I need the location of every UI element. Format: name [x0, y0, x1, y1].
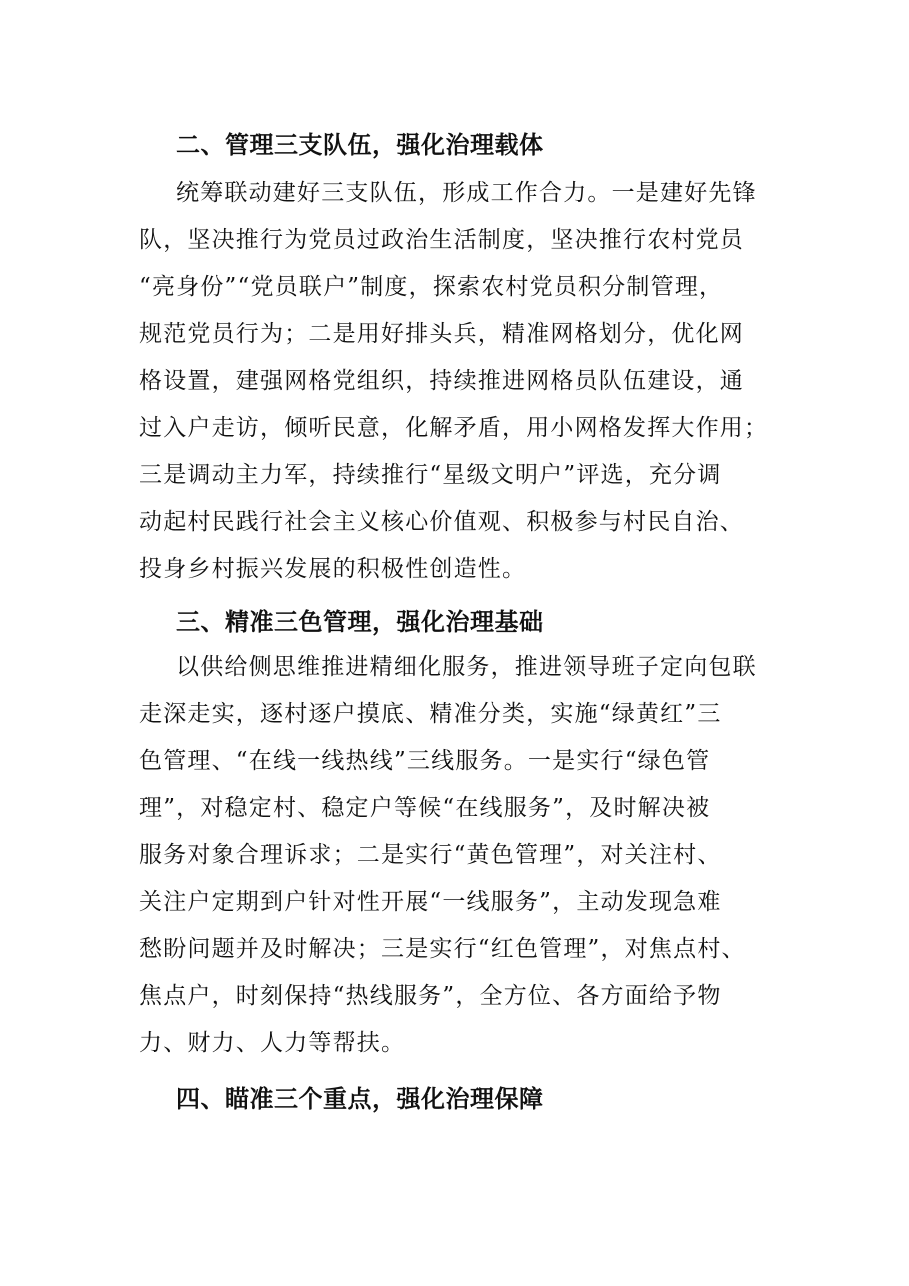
- section-heading-3: 三、精准三色管理，强化治理基础: [176, 608, 544, 636]
- paragraph-line: 服务对象合理诉求；二是实行“黄色管理”，对关注村、: [139, 842, 722, 868]
- paragraph-line: 三是调动主力军，持续推行“星级文明户”评选，充分调: [139, 462, 722, 488]
- section-heading-4: 四、瞄准三个重点，强化治理保障: [176, 1085, 544, 1113]
- paragraph-line: 统筹联动建好三支队伍，形成工作合力。一是建好先锋: [176, 180, 757, 206]
- paragraph-line: 力、财力、人力等帮扶。: [139, 1030, 406, 1056]
- paragraph-line: 走深走实，逐村逐户摸底、精准分类，实施“绿黄红”三: [139, 701, 722, 727]
- paragraph-line: 以供给侧思维推进精细化服务，推进领导班子定向包联: [176, 654, 757, 680]
- paragraph-line: “亮身份”“党员联户”制度，探索农村党员积分制管理，: [139, 274, 724, 300]
- paragraph-line: 规范党员行为；二是用好排头兵，精准网格划分，优化网: [139, 321, 744, 347]
- paragraph-line: 色管理、“在线一线热线”三线服务。一是实行“绿色管: [139, 748, 711, 774]
- paragraph-line: 动起村民践行社会主义核心价值观、积极参与村民自治、: [139, 509, 744, 535]
- paragraph-line: 队，坚决推行为党员过政治生活制度，坚决推行农村党员: [139, 227, 744, 253]
- paragraph-line: 理”，对稳定村、稳定户等候“在线服务”，及时解决被: [139, 795, 711, 821]
- section-heading-2: 二、管理三支队伍，强化治理载体: [176, 131, 544, 159]
- paragraph-line: 愁盼问题并及时解决；三是实行“红色管理”，对焦点村、: [139, 936, 746, 962]
- paragraph-line: 关注户定期到户针对性开展“一线服务”，主动发现急难: [139, 889, 722, 915]
- paragraph-line: 过入户走访，倾听民意，化解矛盾，用小网格发挥大作用；: [139, 415, 769, 441]
- paragraph-line: 投身乡村振兴发展的积极性创造性。: [139, 556, 527, 582]
- paragraph-line: 焦点户，时刻保持“热线服务”，全方位、各方面给予物: [139, 983, 722, 1009]
- section-paragraph-2: [139, 170, 779, 593]
- paragraph-line: 格设置，建强网格党组织，持续推进网格员队伍建设，通: [139, 368, 744, 394]
- section-paragraph-3: [139, 644, 779, 1067]
